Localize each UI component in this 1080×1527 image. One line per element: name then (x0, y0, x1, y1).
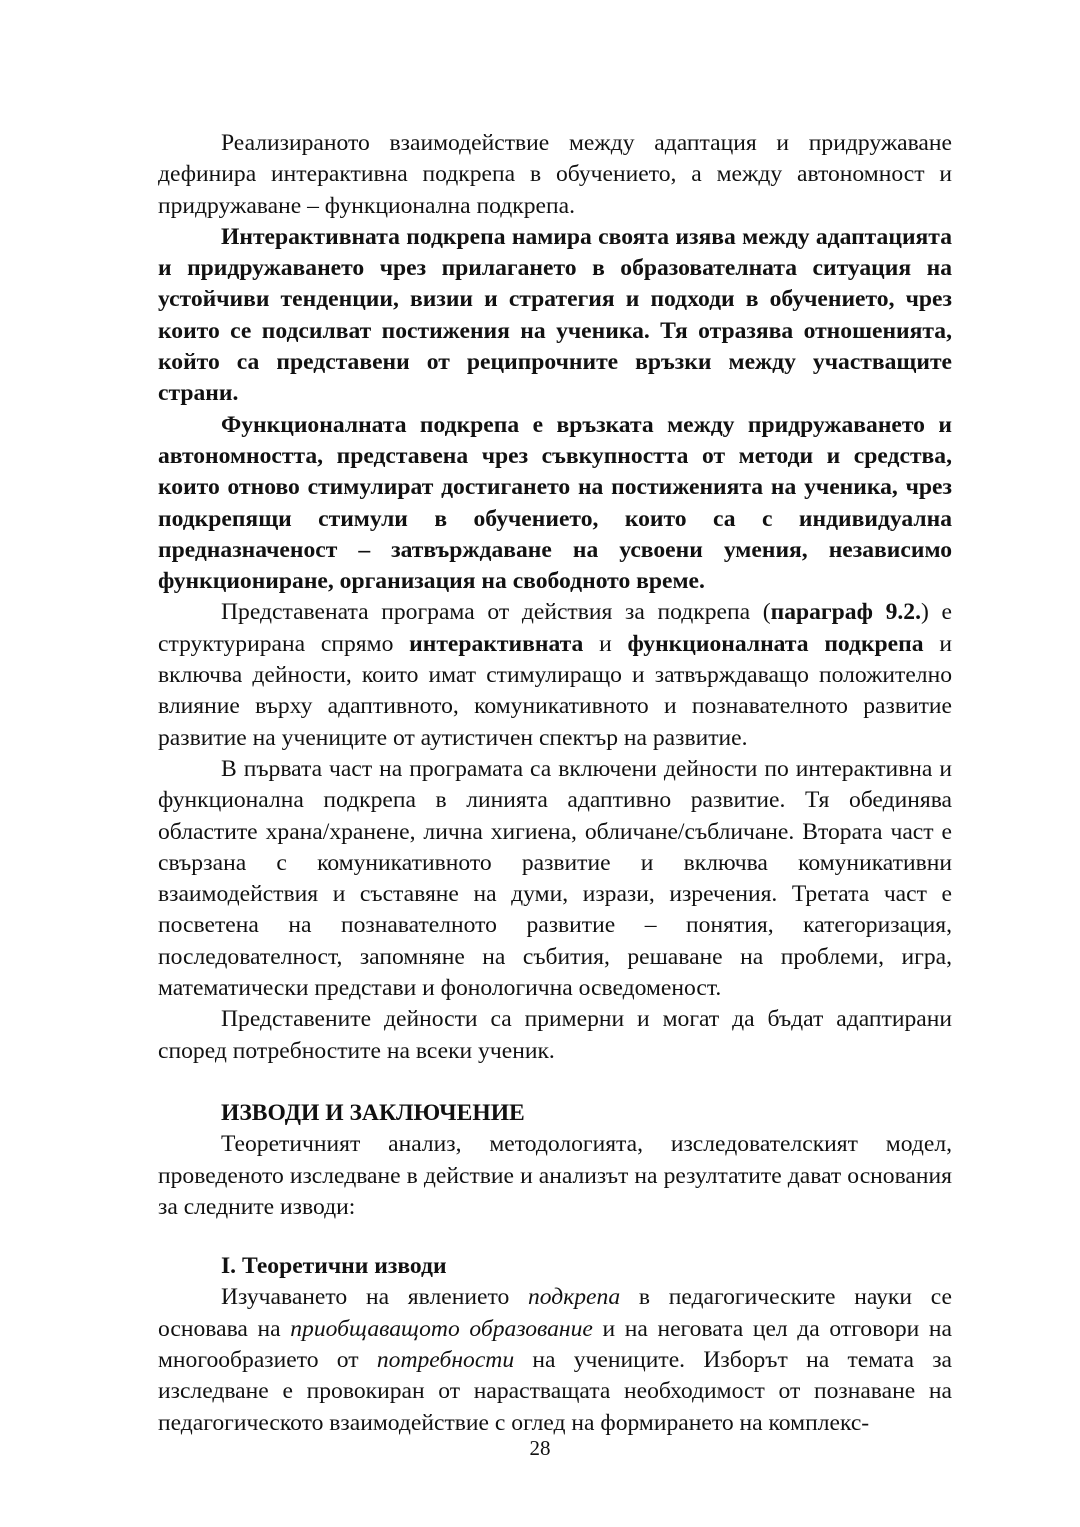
text-run: Представената програма от действия за подкрепа ( (221, 599, 771, 626)
bold-term-functional: функционалната подкрепа (627, 630, 924, 657)
italic-term-inclusive-education: приобщаващото образование (290, 1315, 593, 1342)
text-run: и (583, 630, 628, 657)
text-run: на учениците. Изборът на темата за изследване е провокиран от нарастващата необходимост от познаване на педагогическото взаимодействие с оглед на формирането на комплекс- (158, 1346, 952, 1436)
bold-reference-paragraph: параграф 9.2. (770, 599, 921, 626)
paragraph-interactive-support: Интерактивната подкрепа намира своята изява между адаптацията и придружаването чрез прилагането в образователната ситуация на устойчиви тенденции, визии и стратегия и подходи в обучението, чрез които се подсилват постижения на ученика. Тя отразява отношенията, който са представени от реципрочните връзки между участващите страни. (158, 223, 952, 407)
paragraph-activities-note: Представените дейности са примерни и могат да бъдат адаптирани според потребностите на всеки ученик. (158, 1006, 952, 1064)
section-intro-paragraph: Теоретичният анализ, методологията, изследователският модел, проведеното изследване в действие и анализът на резултатите дават основания за следните изводи: (158, 1131, 952, 1220)
spacer (158, 1067, 952, 1098)
page-number: 28 (529, 1436, 551, 1460)
section-heading: ИЗВОДИ И ЗАКЛЮЧЕНИЕ (221, 1099, 525, 1126)
spacer (158, 1223, 952, 1251)
text-run: и включва дейности, които имат стимулиращо и затвърждаващо положително влияние върху адаптивното, комуникативното и познавателното развитие развитие на учениците от аутистичен спектър на развитие. (158, 630, 952, 751)
subsection-heading: I. Теоретични изводи (221, 1253, 447, 1280)
italic-term-support: подкрепа (528, 1284, 621, 1311)
paragraph-support-program (158, 597, 952, 753)
paragraph-adaptation-support: Реализираното взаимодействие между адаптация и придружаване дефинира интерактивна подкрепа в обучението, а между автономност и придружаване – функционална подкрепа. (158, 130, 952, 219)
text-run: и на неговата цел да отговори на многообразието от (158, 1315, 952, 1373)
italic-term-needs: потребности (376, 1346, 515, 1373)
paragraph-program-parts: В първата част на програмата са включени дейности по интерактивна и функционална подкрепа в линията адаптивно развитие. Тя обединява областите храна/хранене, лична хигиена, обличане/събличане. Втората част е свързана с комуникативното развитие и включва комуникативни взаимодействия и съставяне на думи, изрази, изречения. Третата част е посветена на познавателното развитие – понятия, категоризация, последователност, запомняне на събития, решаване на проблеми, игра, математически представи и фонологична осведоменост. (158, 755, 952, 1002)
paragraph-theoretical-conclusions (158, 1282, 952, 1438)
document-page (158, 128, 952, 1439)
text-run: в педагогическите науки се основава на (158, 1284, 953, 1342)
paragraph-functional-support: Функционалната подкрепа е връзката между придружаването и автономността, представена чрез съвкупността от методи и средства, които отново стимулират достигането на постиженията на ученика, чрез подкрепящи стимули в обучението, които са с индивидуална предназначеност – затвърждаване на усвоени умения, независимо функциониране, организация на свободното време. (158, 411, 952, 595)
text-run: ) е структурирана спрямо (158, 599, 952, 657)
text-run: Изучаването на явлението (221, 1284, 528, 1311)
bold-term-interactive: интерактивната (409, 630, 584, 657)
